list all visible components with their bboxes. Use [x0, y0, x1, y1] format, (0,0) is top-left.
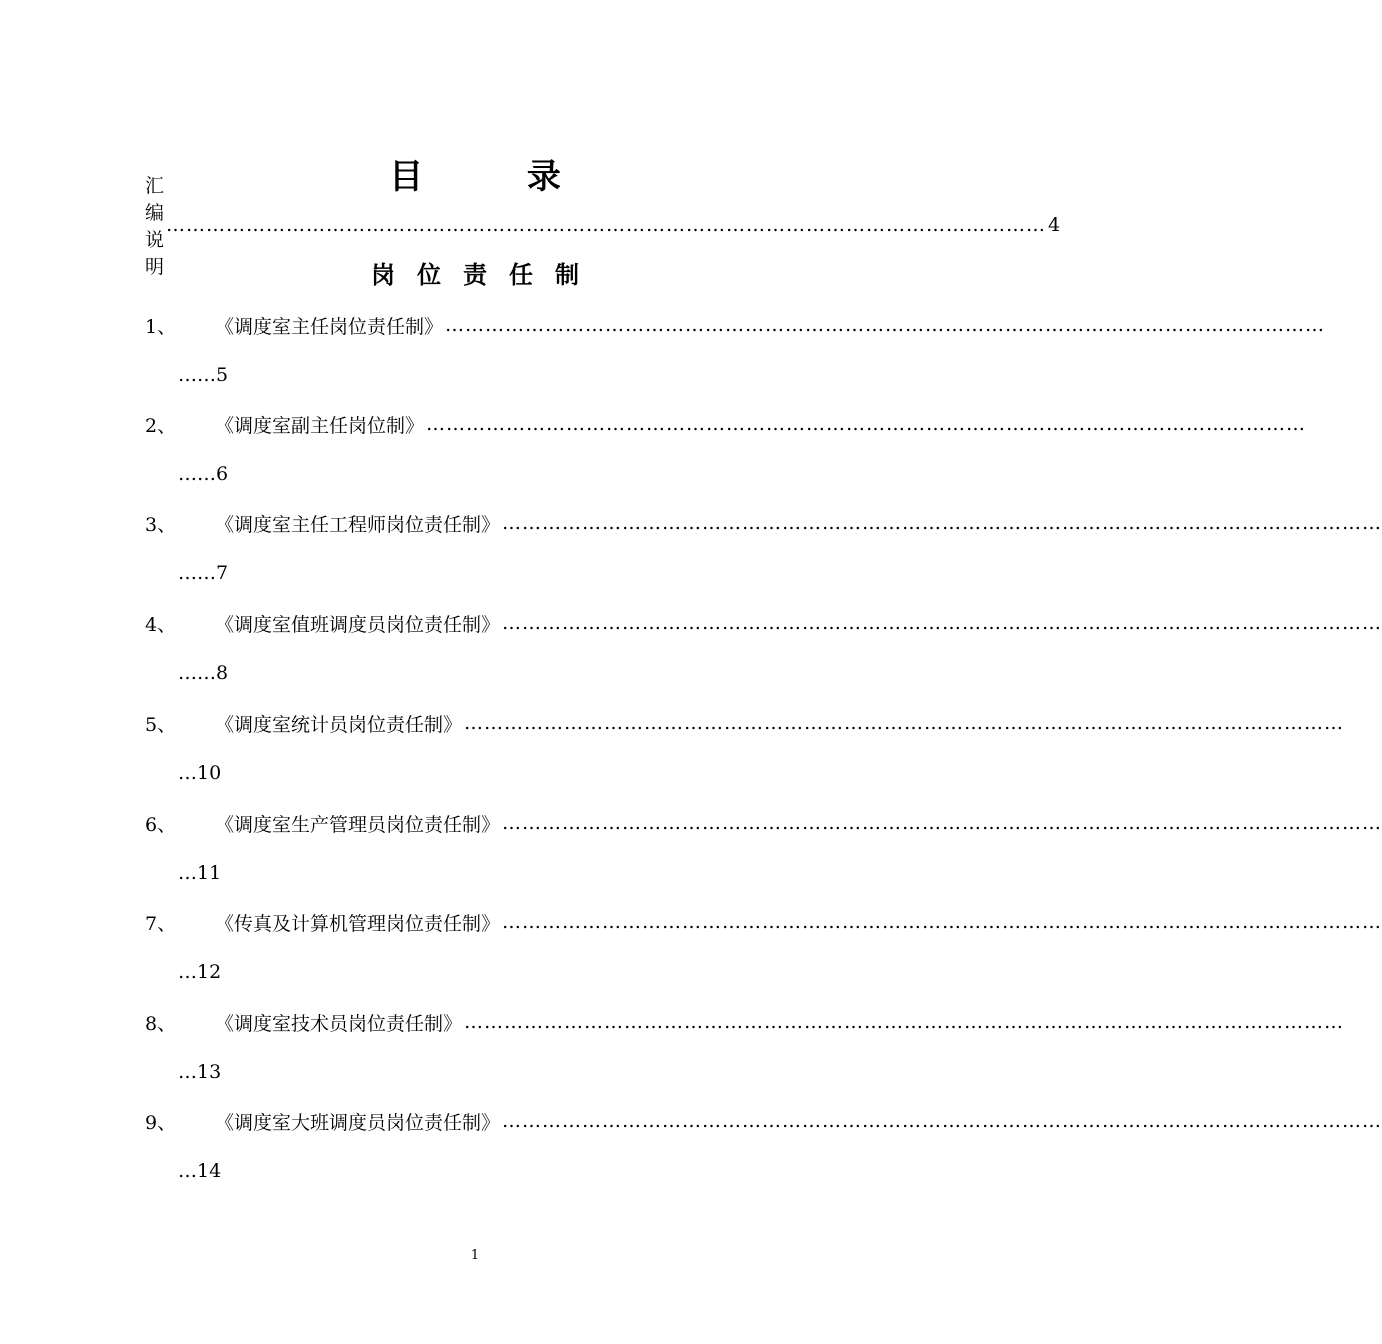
- toc-leader-dots: ……………………………………………………………………………………………………………………: [502, 910, 1382, 933]
- toc-intro-label: 汇编说明: [145, 175, 165, 278]
- page-number: 1: [470, 1248, 480, 1263]
- toc-entry[interactable]: [145, 608, 1382, 688]
- toc-entry-number: 1、: [145, 315, 177, 338]
- toc-entry[interactable]: [145, 310, 1326, 390]
- toc-entry[interactable]: [145, 409, 1307, 489]
- toc-entry-title: 《调度室主任工程师岗位责任制》: [215, 513, 501, 536]
- toc-entry[interactable]: [145, 508, 1382, 588]
- toc-entry-page: …13: [178, 1061, 222, 1083]
- toc-leader-dots: ……………………………………………………………………………………………………………………: [426, 412, 1307, 435]
- toc-leader-dots: ……………………………………………………………………………………………………………………: [502, 1109, 1382, 1132]
- toc-entry-number: 3、: [145, 513, 177, 536]
- toc-leader-dots: ……………………………………………………………………………………………………………………: [464, 1010, 1345, 1033]
- toc-title: 目 录: [389, 157, 607, 197]
- toc-entry-title: 《调度室生产管理员岗位责任制》: [215, 813, 501, 836]
- toc-entry-page: …12: [178, 961, 222, 983]
- toc-entry-title: 《调度室副主任岗位制》: [215, 414, 425, 437]
- toc-entry-page: …11: [178, 862, 222, 884]
- toc-entry-number: 5、: [145, 713, 177, 736]
- toc-leader-dots: ……………………………………………………………………………………………………………………: [445, 313, 1326, 336]
- toc-entry-number: 9、: [145, 1111, 177, 1134]
- toc-entry-title: 《传真及计算机管理岗位责任制》: [215, 912, 501, 935]
- toc-entry-title: 《调度室值班调度员岗位责任制》: [215, 613, 501, 636]
- toc-entry-page: ……5: [178, 364, 229, 386]
- toc-entry-page: ……8: [178, 662, 229, 684]
- toc-entry-title: 《调度室统计员岗位责任制》: [215, 713, 463, 736]
- toc-entry-title: 《调度室主任岗位责任制》: [215, 315, 444, 338]
- toc-entry[interactable]: [145, 1007, 1345, 1087]
- toc-entry[interactable]: [145, 808, 1382, 888]
- toc-entry-title: 《调度室技术员岗位责任制》: [215, 1012, 463, 1035]
- toc-intro-page: 4: [1048, 214, 1061, 236]
- toc-entry-number: 4、: [145, 613, 177, 636]
- toc-entry-number: 6、: [145, 813, 177, 836]
- toc-entry[interactable]: [145, 1106, 1382, 1186]
- toc-leader-dots: ……………………………………………………………………………………………………………………: [502, 611, 1382, 634]
- toc-entry[interactable]: [145, 708, 1345, 788]
- toc-leader-dots: ……………………………………………………………………………………………………………………: [502, 511, 1382, 534]
- toc-leader-dots: ……………………………………………………………………………………………………………………: [166, 213, 1047, 236]
- toc-entry-number: 7、: [145, 912, 177, 935]
- toc-entry-page: …14: [178, 1160, 222, 1182]
- toc-entry[interactable]: [145, 907, 1382, 987]
- toc-entry-number: 2、: [145, 414, 177, 437]
- toc-entry-page: ……6: [178, 463, 229, 485]
- toc-leader-dots: ……………………………………………………………………………………………………………………: [464, 711, 1345, 734]
- section-heading: 岗位责任制: [371, 260, 601, 289]
- toc-entry-number: 8、: [145, 1012, 177, 1035]
- toc-leader-dots: ……………………………………………………………………………………………………………………: [502, 811, 1382, 834]
- toc-entry-title: 《调度室大班调度员岗位责任制》: [215, 1111, 501, 1134]
- toc-entry-page: ……7: [178, 562, 229, 584]
- toc-entry-page: …10: [178, 762, 222, 784]
